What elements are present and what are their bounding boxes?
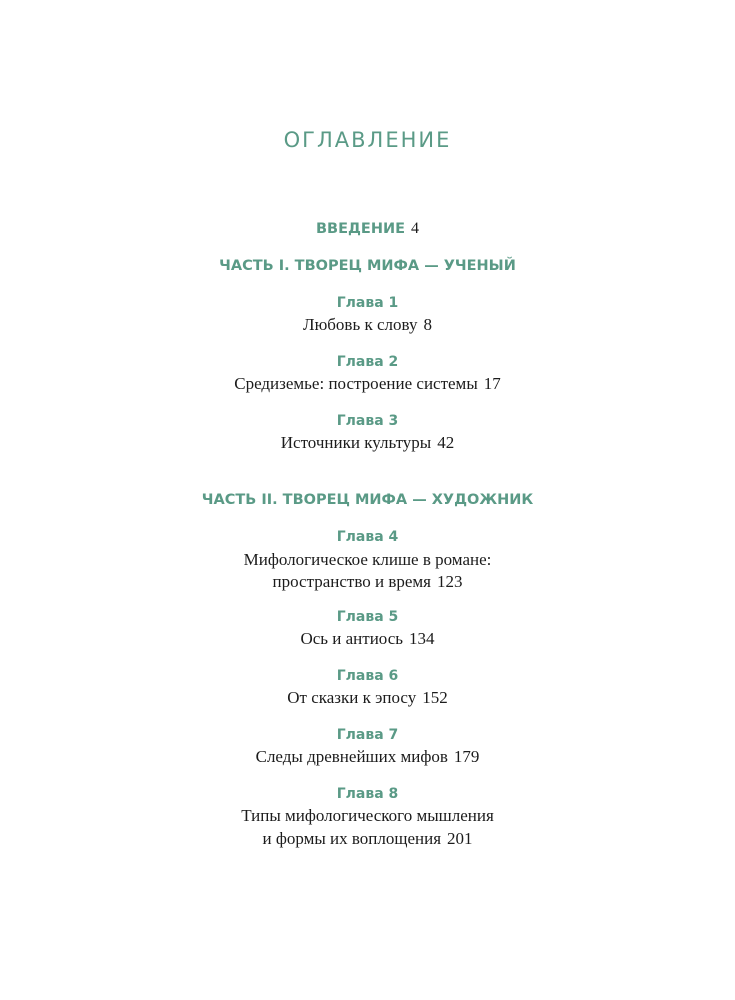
chapter-8-entry-line-2[interactable] <box>0 828 735 850</box>
chapter-8-title-line-2: и формы их воплощения <box>262 829 442 848</box>
chapter-5-page: 134 <box>409 629 435 648</box>
toc-entry-intro[interactable] <box>0 219 735 239</box>
chapter-6-page: 152 <box>422 688 448 707</box>
chapter-5-label: Глава 5 <box>336 609 399 625</box>
chapter-5-title: Ось и антиось <box>300 629 404 648</box>
intro-page: 4 <box>411 220 419 237</box>
toc-title: ОГЛАВЛЕНИЕ <box>283 128 452 152</box>
chapter-4-label: Глава 4 <box>336 529 399 545</box>
chapter-1-title: Любовь к слову <box>303 315 418 334</box>
chapter-2-label: Глава 2 <box>336 354 399 370</box>
chapter-7-title: Следы древнейших мифов <box>255 747 448 766</box>
chapter-5-entry[interactable] <box>0 628 735 650</box>
chapter-3-label: Глава 3 <box>336 413 399 429</box>
chapter-3-page: 42 <box>437 433 455 452</box>
chapter-2-title: Средиземье: построение системы <box>234 374 478 393</box>
chapter-4-entry-line-2[interactable] <box>0 571 735 593</box>
chapter-6-label: Глава 6 <box>336 668 399 684</box>
chapter-2-entry[interactable] <box>0 373 735 395</box>
chapter-6-entry[interactable] <box>0 687 735 709</box>
chapter-4-page: 123 <box>436 572 463 591</box>
intro-label: ВВЕДЕНИЕ <box>315 221 405 237</box>
chapter-8-label: Глава 8 <box>336 786 399 802</box>
chapter-7-entry[interactable] <box>0 746 735 768</box>
chapter-8-page: 201 <box>447 829 473 848</box>
chapter-7-page: 179 <box>453 747 480 766</box>
chapter-6-title: От сказки к эпосу <box>287 688 417 707</box>
toc-part-2-heading[interactable]: ЧАСТЬ II. ТВОРЕЦ МИФА — ХУДОЖНИК <box>201 492 534 508</box>
toc-part-1-heading[interactable]: ЧАСТЬ I. ТВОРЕЦ МИФА — УЧЕНЫЙ <box>219 258 516 274</box>
chapter-3-entry[interactable] <box>0 432 735 454</box>
chapter-1-page: 8 <box>423 315 432 334</box>
chapter-7-label: Глава 7 <box>336 727 399 743</box>
chapter-1-entry[interactable] <box>0 314 735 336</box>
chapter-4-entry-line-1[interactable]: Мифологическое клише в романе: <box>243 550 492 569</box>
chapter-3-title: Источники культуры <box>280 433 432 452</box>
chapter-1-label: Глава 1 <box>336 295 399 311</box>
chapter-8-entry-line-1[interactable]: Типы мифологического мышления <box>241 806 494 825</box>
chapter-2-page: 17 <box>483 374 501 393</box>
chapter-4-title-line-2: пространство и время <box>272 572 431 591</box>
